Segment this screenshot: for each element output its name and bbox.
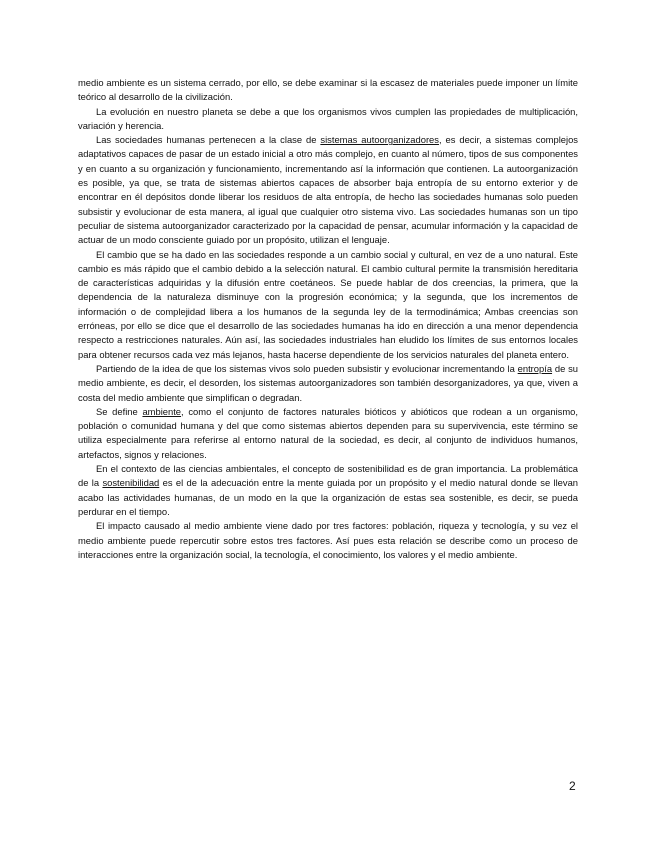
text-run: Se define [96,405,143,417]
paragraph [78,362,578,405]
underlined-term: entropía [517,362,553,374]
text-run: , es decir, a sistemas complejos adaptativos capaces de pasar de un estado inicial a otro más complejo, en cuanto al número, tipos de sus componentes y en cuanto a su organización y funcionamiento, incrementando así la información que contienen. La autoorganización es posible, ya que, se trata de sistemas abiertos capaces de absorber baja entropía de su entorno exterior y de encontrar en él depósitos donde liberar los residuos de alta entropía, de hecho las sociedades humanas solo pueden subsistir y evolucionar de esta manera, al igual que cualquier otro sistema vivo. Las sociedades humanas son un tipo peculiar de sistema autoorganizador caracterizado por la capacidad de pensar, acumular información y la capacidad de actuar de un modo consciente guiado por un propósito, utilizan el lenguaje. [78,134,578,246]
text-run: , como el conjunto de factores naturales bióticos y abióticos que rodean a un organismo, población o comunidad humana y del que como sistemas abiertos dependen para su supervivencia, este término se utiliza especialmente para referirse al entorno natural de la sociedad, es decir, al conjunto de individuos humanos, artefactos, signos y relaciones. [78,405,578,460]
paragraph [78,133,578,247]
paragraph [78,462,578,519]
text-run: Partiendo de la idea de que los sistemas vivos solo pueden subsistir y evolucionar incrementando la [96,362,518,374]
paragraph [78,76,578,105]
text-run: En el contexto de las ciencias ambientales, el concepto de sostenibilidad es de gran importancia. La problemática de la [78,463,578,489]
text-run: Las sociedades humanas pertenecen a la clase de [96,134,321,146]
paragraph [78,405,578,462]
paragraph [78,519,578,562]
text-run: La evolución en nuestro planeta se debe a que los organismos vivos cumplen las propiedades de multiplicación, variación y herencia. [78,105,578,131]
underlined-term: ambiente [142,405,182,417]
text-run: El cambio que se ha dado en las sociedades responde a un cambio social y cultural, en vez de a uno natural. Este cambio es más rápido que el cambio debido a la selección natural. El cambio cultural permite la transmisión hereditaria de características adquiridas y la difusión entre coetáneos. Se puede hablar de dos creencias, la primera, que la dependencia de la naturaleza disminuye con la progresión económica; y la segunda, que los incrementos de información o de complejidad libera a los humanos de la segunda ley de la termodinámica; Ambas creencias son erróneas, por ello se dice que el desarrollo de las sociedades humanas ha ido en dirección a una menor dependencia respecto a restricciones naturales. Aún así, las sociedades industriales han eludido los límites de sus entornos locales para obtener recursos cada vez más lejanos, hasta hacerse dependiente de los servicios naturales del planeta entero. [78,248,578,360]
body-text [78,76,578,562]
page-number: 2 [569,779,576,793]
text-run: El impacto causado al medio ambiente viene dado por tres factores: población, riqueza y tecnología, y su vez el medio ambiente puede repercutir sobre estos tres factores. Así pues esta relación se describe como un proceso de interacciones entre la organización social, la tecnología, el conocimiento, los valores y el medio ambiente. [78,520,578,560]
paragraph [78,105,578,134]
text-run: es el de la adecuación entre la mente guiada por un propósito y el medio natural donde se llevan acabo las actividades humanas, de un modo en la que la organización de estas sea sostenible, es decir, se pueda perdurar en el tiempo. [78,477,579,517]
text-run: de su medio ambiente, es decir, el desorden, los sistemas autoorganizadores son también desorganizadores, ya que, viven a costa del medio ambiente que simplifican o degradan. [78,362,578,403]
text-run: medio ambiente es un sistema cerrado, por ello, se debe examinar si la escasez de materiales puede imponer un límite teórico al desarrollo de la civilización. [78,77,578,103]
underlined-term: sistemas autoorganizadores [320,134,439,146]
paragraph [78,248,578,362]
underlined-term: sostenibilidad [102,477,160,489]
